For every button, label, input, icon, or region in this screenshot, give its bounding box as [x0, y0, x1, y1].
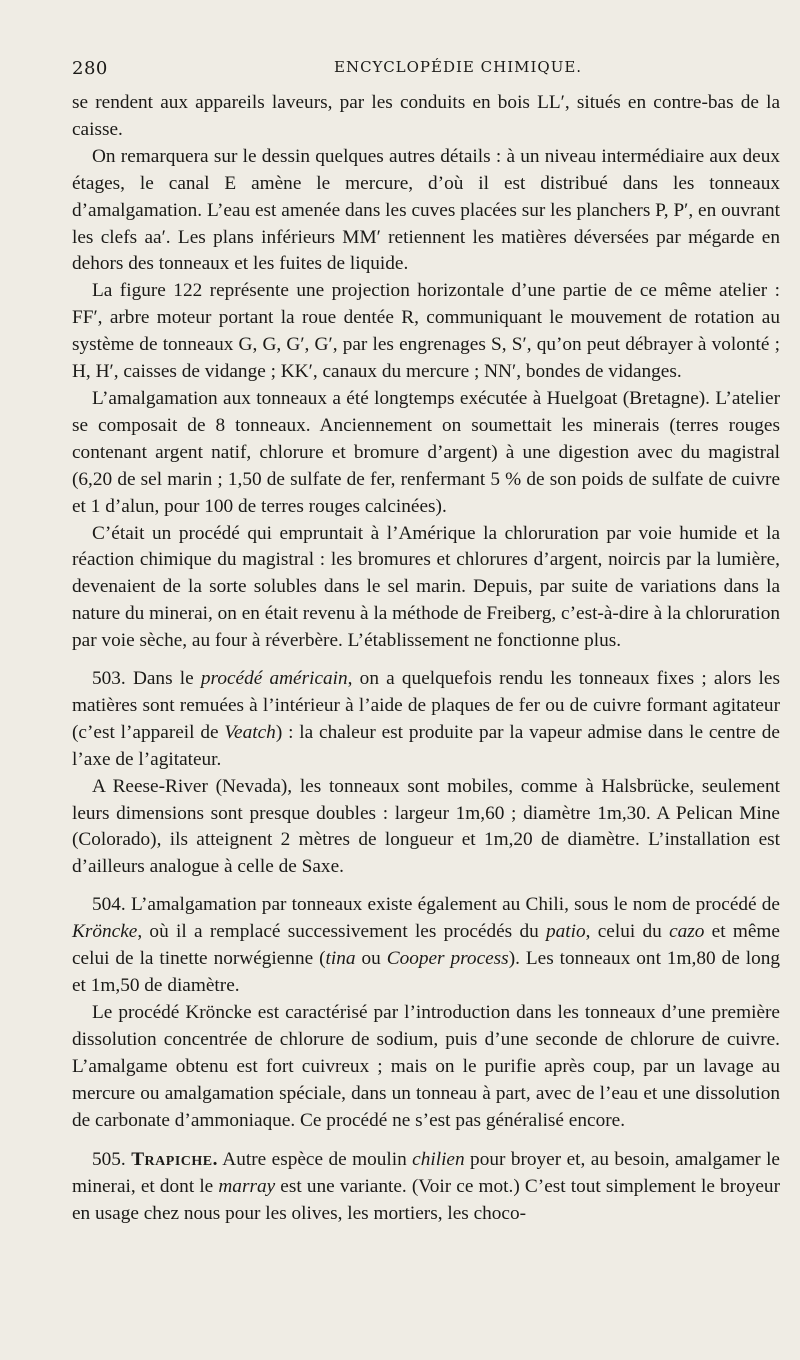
italic-term: Cooper process: [386, 948, 509, 970]
page-number: 280: [72, 58, 108, 79]
section-number: 504.: [92, 894, 126, 916]
paragraph: On remarquera sur le dessin quelques autres détails : à un niveau intermédiaire aux deux étages, le canal E amène le mercure, d’où il est distribué dans les tonneaux d’amalgamation. L’eau est amenée dans les cuves placées sur les planchers P, P′, en ouvrant les clefs aa′. Les plans inférieurs MM′ retiennent les matières déversées par mégarde en dehors des tonneaux et les fuites de liquide.: [72, 145, 780, 275]
paragraph: La figure 122 représente une projection horizontale d’une partie de ce même atelier : FF′, arbre moteur portant la roue dentée R, communiquant le mouvement de rotation au système de tonneaux G, G, G′, G′, par les engrenages S, S′, qu’on peut débrayer à volonté ; H, H′, caisses de vidange ; KK′, canaux du mercure ; NN′, bondes de vidanges.: [72, 280, 780, 383]
text-run: et même celui de la tinette norwégienne (: [72, 921, 780, 970]
italic-term: Kröncke: [72, 921, 138, 943]
italic-term: procédé américain: [200, 668, 348, 690]
section-505: [72, 1147, 780, 1228]
running-title: ENCYCLOPÉDIE CHIMIQUE.: [334, 58, 583, 76]
entry-heading: Trapiche.: [131, 1149, 218, 1171]
paragraph: L’amalgamation aux tonneaux a été longtemps exécutée à Huelgoat (Bretagne). L’atelier se composait de 8 tonneaux. Anciennement on soumettait les minerais (terres rouges contenant argent natif, chlorure et bromure d’argent) à une digestion avec du magistral (6,20 de sel marin ; 1,50 de sulfate de fer, renfermant 5 % de son poids de sulfate de cuivre et 1 d’alun, pour 100 de terres rouges calcinées).: [72, 387, 780, 517]
italic-term: cazo: [669, 921, 705, 943]
italic-term: marray: [218, 1176, 276, 1198]
text-run: Autre espèce de moulin: [217, 1149, 413, 1171]
paragraph: C’était un procédé qui empruntait à l’Amérique la chloruration par voie humide et la réaction chimique du magistral : les bromures et chlorures d’argent, noircis par la lumière, devenaient de la sorte solubles dans le sel marin. Depuis, par suite de variations dans la nature du minerai, on en était revenu à la méthode de Freiberg, c’est-à-dire à la chloruration par voie sèche, au four à réverbère. L’établissement ne fonctionne plus.: [72, 522, 780, 652]
section-number: 505.: [92, 1149, 126, 1171]
page-header: [72, 52, 780, 80]
text-run: ou: [355, 948, 387, 970]
paragraph: se rendent aux appareils laveurs, par les conduits en bois LL′, situés en contre-bas de la caisse.: [72, 92, 780, 140]
paragraph: Le procédé Kröncke est caractérisé par l’introduction dans les tonneaux d’une première dissolution concentrée de chlorure de sodium, puis d’une seconde de chlorure de cuivre. L’amalgame obtenu est fort cuivreux ; mais on le purifie après coup, par un lavage au mercure ou amalgamation spéciale, dans un tonneau à part, avec de l’eau et une dissolution de carbonate d’ammoniaque. Ce procédé ne s’est pas généralisé encore.: [72, 1001, 780, 1131]
italic-term: patio: [546, 921, 586, 943]
text-run: , celui du: [585, 921, 670, 943]
section-503: [72, 666, 780, 774]
text-run: , on a quelquefois rendu les tonneaux fixes ; alors les matières sont remuées à l’intérieur à l’aide de plaques de fer ou de cuivre formant agitateur (c’est l’appareil de: [72, 668, 780, 743]
text-run: , où il a remplacé successivement les procédés du: [137, 921, 547, 943]
text-run: ). Les tonneaux ont 1m,80 de long et 1m,50 de diamètre.: [72, 948, 780, 996]
section-504: [72, 892, 780, 1000]
italic-term: chilien: [412, 1149, 465, 1171]
italic-term: Veatch: [224, 721, 276, 743]
text-run: pour broyer et, au besoin, amalgamer le minerai, et dont le: [72, 1149, 780, 1198]
text-run: Dans le: [132, 668, 201, 690]
paragraph: A Reese-River (Nevada), les tonneaux sont mobiles, comme à Halsbrücke, seulement leurs dimensions sont presque doubles : largeur 1m,60 ; diamètre 1m,30. A Pelican Mine (Colorado), ils atteignent 2 mètres de longueur et 1m,20 de diamètre. L’installation est d’ailleurs analogue à celle de Saxe.: [72, 775, 780, 878]
text-run: L’amalgamation par tonneaux existe également au Chili, sous le nom de procédé de: [130, 894, 780, 916]
section-number: 503.: [92, 668, 126, 690]
text-run: ) : la chaleur est produite par la vapeur admise dans le centre de l’axe de l’agitateur.: [72, 721, 780, 770]
italic-term: tina: [325, 948, 356, 970]
text-run: est une variante. (Voir ce mot.) C’est tout simplement le broyeur en usage chez nous pour les olives, les mortiers, les choco-: [72, 1176, 780, 1225]
page-body: [72, 90, 780, 1228]
